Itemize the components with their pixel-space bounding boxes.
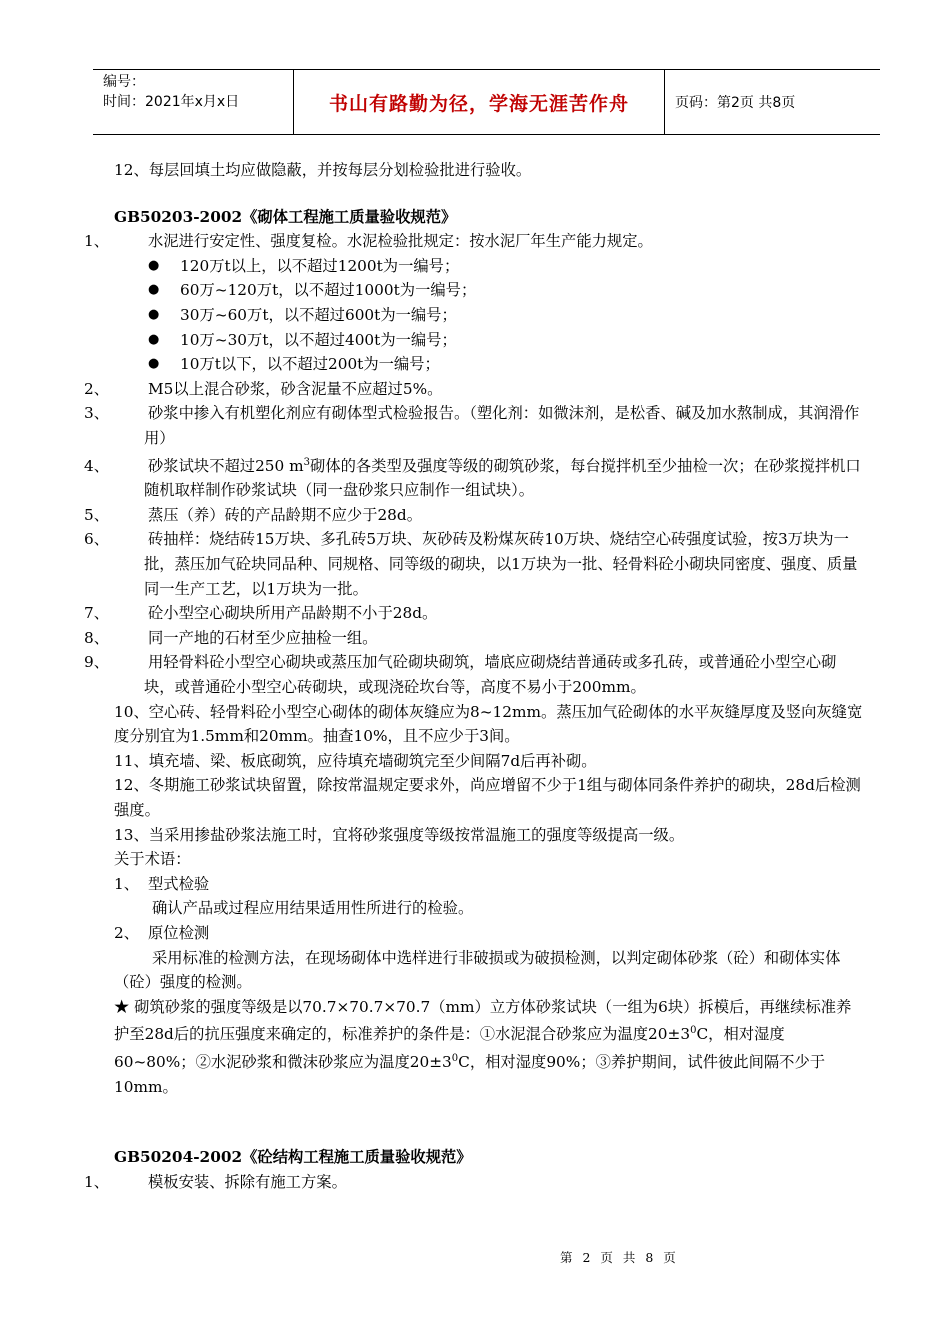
list-item: 4、 砂浆试块不超过250 $m^3$砌体的各类型及强度等级的砌筑砂浆，每台搅拌机至少抽检一次；在砂浆搅拌机口随机取样制作砂浆试块（同一盘砂浆只应制作一组试块）。 (84, 456, 861, 500)
list-item: 12、冬期施工砂浆试块留置，除按常温规定要求外，尚应增留不少于1组与砌体同条件养护的砌块，28d后检测强度。 (114, 776, 861, 819)
doc-time-label: 时间：2021年x月x日 (103, 94, 240, 110)
list-item: 13、当采用掺盐砂浆法施工时，宜将砂浆强度等级按常温施工的强度等级提高一级。 (114, 825, 685, 844)
term-item: 1、 型式检验 (114, 874, 210, 893)
paragraph: 12、每层回填土均应做隐蔽，并按每层分划检验批进行验收。 (114, 161, 532, 179)
header-page-number: 页码：第2页 共8页 (675, 95, 796, 111)
terms-heading: 关于术语： (114, 850, 191, 869)
document-body (84, 158, 864, 1194)
header-meta (93, 70, 293, 134)
bullet-item: ● 30万~60万t，以不超过600t为一编号； (114, 303, 864, 328)
term-definition: 确认产品或过程应用结果适用性所进行的检验。 (152, 899, 474, 918)
section-heading: GB50204-2002《砼结构工程施工质量验收规范》 (114, 1148, 472, 1167)
list-item: 8、 同一产地的石材至少应抽检一组。 (84, 628, 378, 647)
list-item: 2、 M5以上混合砂浆，砂含泥量不应超过5%。 (84, 379, 443, 398)
section-heading: GB50203-2002《砌体工程施工质量验收规范》 (114, 207, 457, 226)
list-item: 1、 水泥进行安定性、强度复检。水泥检验批规定：按水泥厂年生产能力规定。 (84, 232, 653, 251)
list-item: 9、 用轻骨料砼小型空心砌块或蒸压加气砼砌块砌筑，墙底应砌烧结普通砖或多孔砖，或普通砼小型空心砌块，或普通砼小型空心砖砌块，或现浇砼坎台等，高度不易小于200mm。 (84, 653, 837, 696)
bullet-icon: ● (148, 257, 160, 273)
bullet-icon: ● (148, 282, 160, 298)
list-item: 1、 模板安装、拆除有施工方案。 (84, 1172, 347, 1191)
page-header (93, 69, 880, 135)
list-item: 7、 砼小型空心砌块所用产品龄期不小于28d。 (84, 604, 438, 623)
list-item: 3、 砂浆中掺入有机塑化剂应有砌体型式检验报告。（塑化剂：如微沫剂，是松香、碱及加水熬制成，其润滑作用） (84, 404, 860, 447)
bullet-item: ● 120万t以上，以不超过1200t为一编号； (114, 254, 864, 279)
bullet-item: ● 10万t以下，以不超过200t为一编号； (114, 352, 864, 377)
bullet-item: ● 60万~120万t，以不超过1000t为一编号； (114, 278, 864, 303)
bullet-icon: ● (148, 331, 160, 347)
bullet-icon: ● (148, 356, 160, 372)
term-definition: 采用标准的检测方法，在现场砌体中选样进行非破损或为破损检测，以判定砌体砂浆（砼）和砌体实体（砼）强度的检测。 (114, 948, 841, 992)
bullet-icon: ● (148, 306, 160, 322)
list-item: 10、空心砖、轻骨料砼小型空心砌体的砌体灰缝应为8~12mm。蒸压加气砼砌体的水平灰缝厚度及竖向灰缝宽度分别宜为1.5mm和20mm。抽查10%，且不应少于3间。 (114, 702, 863, 746)
list-item: 5、 蒸压（养）砖的产品龄期不应少于28d。 (84, 505, 423, 524)
list-item: 11、填充墙、梁、板底砌筑，应待填充墙砌筑完至少间隔7d后再补砌。 (114, 751, 597, 770)
star-note: ★ 砌筑砂浆的强度等级是以70.7×70.7×70.7（mm）立方体砂浆试块（一组为6块）拆模后，再继续标准养护至28d后的抗压强度来确定的，标准养护的条件是：①水泥混合砂浆应为温度$20\pm 3^0C$，相对湿度60~80%；②水泥砂浆和微沫砂浆应为温度$20\pm 3^0C$，相对湿度90%；③养护期间，试件彼此间隔不少于10mm。 (114, 997, 852, 1096)
bullet-item: ● 10万~30万t，以不超过400t为一编号； (114, 328, 864, 353)
doc-number-label: 编号： (103, 74, 145, 90)
header-motto: 书山有路勤为径，学海无涯苦作舟 (293, 70, 665, 134)
page-footer: 第 2 页 共 8 页 (560, 1250, 679, 1265)
term-item: 2、 原位检测 (114, 923, 210, 942)
list-item: 6、 砖抽样：烧结砖15万块、多孔砖5万块、灰砂砖及粉煤灰砖10万块、烧结空心砖强度试验，按3万块为一批，蒸压加气砼块同品种、同规格、同等级的砌块，以1万块为一批、轻骨料砼小砌块同密度、强度、质量同一生产工艺，以1万块为一批。 (84, 530, 858, 598)
